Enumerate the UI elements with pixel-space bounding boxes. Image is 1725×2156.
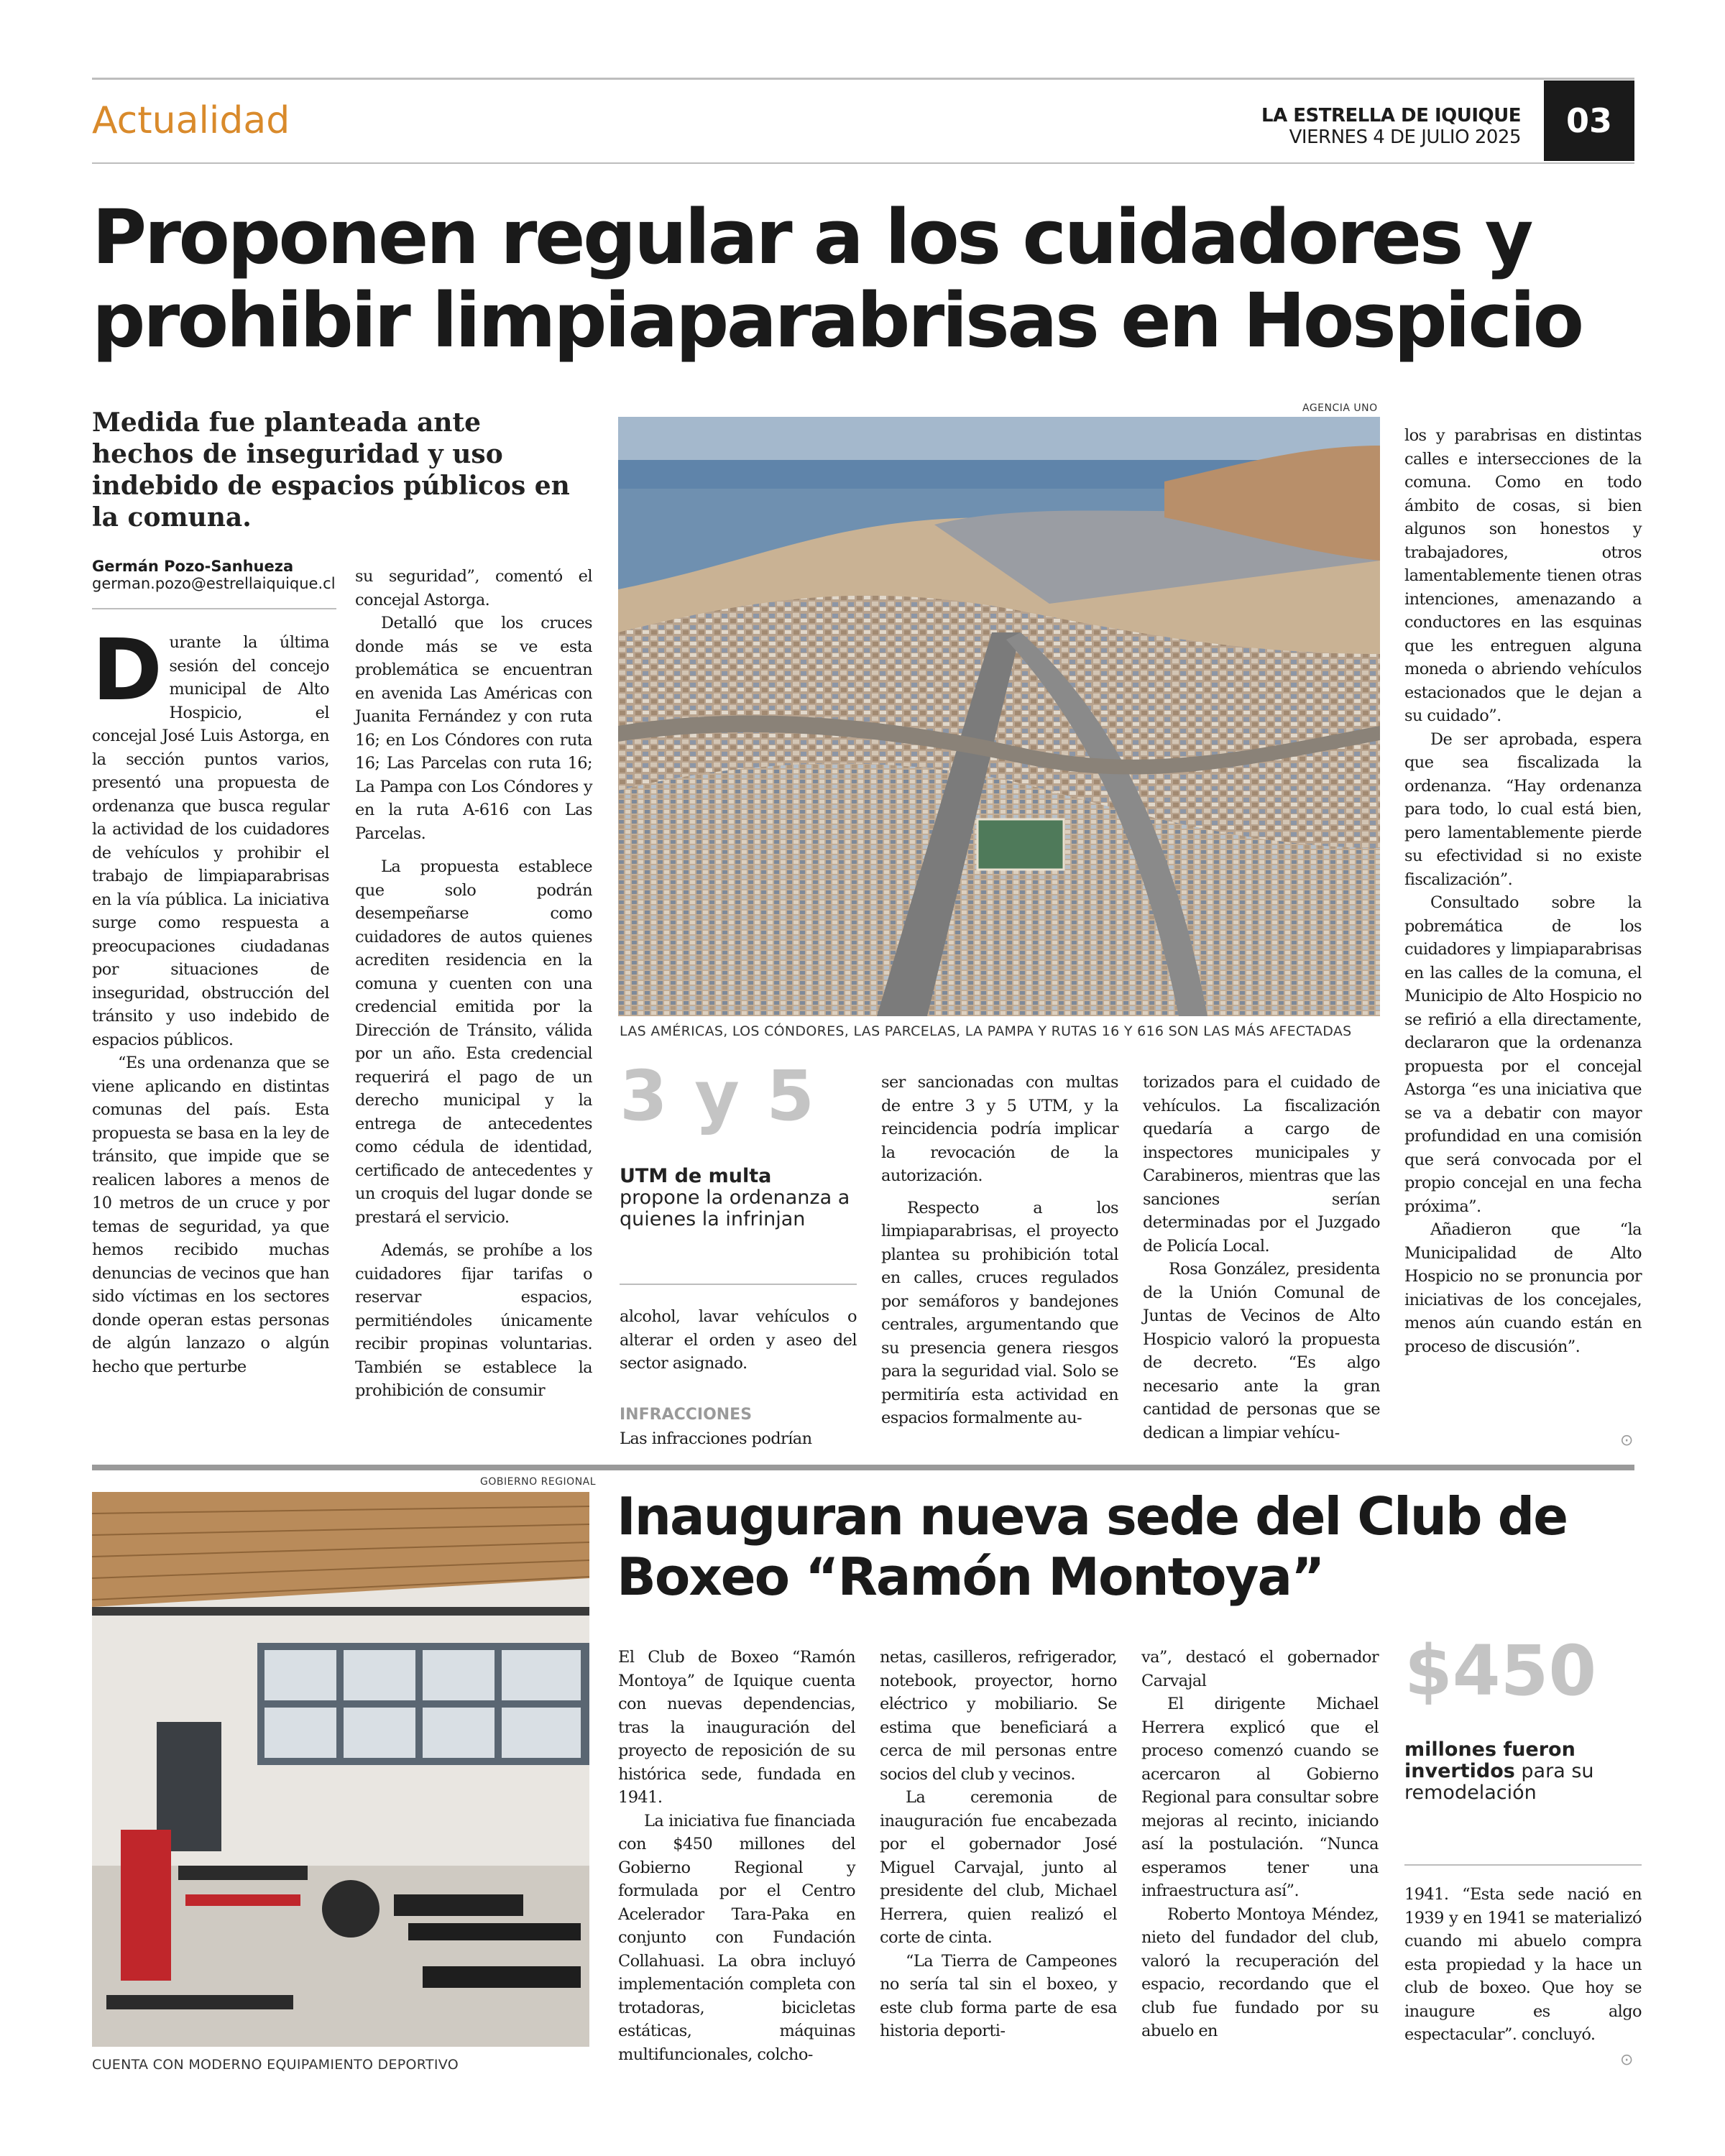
header-rule — [92, 162, 1634, 164]
article1-col6 — [1404, 424, 1642, 1358]
body-paragraph: los y parabrisas en distintas calles e intersecciones de la comuna. Como en todo ámbito de cosas, si bien algunos son honestos y trabajadores, otros lamentablemente tienen otras intenciones, amenazando a conductores en las esquinas que les entreguen alguna moneda o abriendo vehículos estacionados que le dejan a su cuidado”. — [1404, 426, 1642, 725]
body-paragraph: “La Tierra de Campeones no sería tal sin el boxeo, y este club forma parte de esa historia deporti- — [880, 1951, 1117, 2040]
section-label: Actualidad — [92, 99, 290, 142]
author-email: german.pozo@estrellaiquique.cl — [92, 575, 336, 592]
article-headline: Inauguran nueva sede del Club de Boxeo “Ramón Montoya” — [617, 1486, 1568, 1607]
masthead — [1261, 105, 1521, 148]
body-paragraph: “Es una ordenanza que se viene aplicando en distintas comunas del país. Esta propuesta se basa en la ley de tránsito, que impide que se realicen labores a menos de 10 metros de un cruce y por temas de seguridad, ya que hemos recibido muchas denuncias de vecinos que han sido víctimas en los sectores donde operan estas personas de algún lanzazo o algún hecho que perturbe — [92, 1054, 329, 1376]
top-rule — [92, 78, 1634, 80]
body-paragraph: Roberto Montoya Méndez, nieto del fundador del club, valoró la recuperación del espacio, recordando que el club fue fundado por su abuelo en — [1141, 1904, 1379, 2040]
body-paragraph: La ceremonia de inauguración fue encabezada por el gobernador José Miguel Carvajal, junto al presidente del club, Michael Herrera, quien realizó el corte de cinta. — [880, 1788, 1117, 1947]
fact-rule — [620, 1284, 857, 1285]
end-mark-icon: ⊙ — [1620, 1432, 1634, 1450]
article2-col3 — [1141, 1646, 1379, 2043]
article1-col1 — [92, 620, 329, 1378]
article2-col4 — [1404, 1883, 1642, 2047]
newspaper-name: LA ESTRELLA DE IQUIQUE — [1261, 105, 1521, 126]
article1-col5 — [1143, 1071, 1380, 1445]
aerial-city-photo — [618, 417, 1380, 1016]
article1-col3-cont — [620, 1427, 857, 1451]
body-paragraph: Las infracciones podrían — [620, 1429, 812, 1448]
end-mark-icon: ⊙ — [1620, 2051, 1634, 2069]
fact-number: $450 — [1404, 1631, 1597, 1711]
body-paragraph: su seguridad”, comentó el concejal Astorga. — [355, 567, 592, 609]
body-paragraph: alcohol, lavar vehículos o alterar el orden y aseo del sector asignado. — [620, 1307, 857, 1373]
article2-col1 — [618, 1646, 855, 2066]
body-paragraph: El dirigente Michael Herrera explicó que el proceso comenzó cuando se acercaron al Gobierno Regional para consultar sobre mejoras al recinto, iniciando así la postulación. “Nunca esperamos tener una infraestructura así”. — [1141, 1695, 1379, 1900]
photo-caption: LAS AMÉRICAS, LOS CÓNDORES, LAS PARCELAS, LA PAMPA Y RUTAS 16 Y 616 SON LAS MÁS AFECTADAS — [620, 1023, 1352, 1039]
drop-cap: D — [92, 620, 162, 719]
photo-credit: GOBIERNO REGIONAL — [480, 1476, 597, 1488]
article2-col2 — [880, 1646, 1117, 2043]
body-paragraph: El Club de Boxeo “Ramón Montoya” de Iquique cuenta con nuevas dependencias, tras la inauguración del proyecto de reposición de su histórica sede, fundada en 1941. — [618, 1648, 855, 1807]
issue-date: VIERNES 4 DE JULIO 2025 — [1289, 126, 1521, 148]
body-paragraph: Además, se prohíbe a los cuidadores fijar tarifas o reservar espacios, permitiéndoles únicamente recibir propinas voluntarias. También se establece la prohibición de consumir — [355, 1241, 592, 1400]
body-paragraph: Rosa González, presidenta de la Unión Comunal de Juntas de Vecinos de Alto Hospicio valoró la propuesta de decreto. “Es algo necesario ante la gran cantidad de personas que se dedican a limpiar vehícu- — [1143, 1260, 1380, 1442]
body-paragraph: La iniciativa fue financiada con $450 millones del Gobierno Regional y formulada por el Centro Acelerador Tara-Paka en conjunto con Fundación Collahuasi. La obra incluyó implementación completa con trotadoras, bicicletas estáticas, máquinas multifuncionales, colcho- — [618, 1811, 855, 2064]
byline — [92, 558, 336, 592]
body-paragraph: va”, destacó el gobernador Carvajal — [1141, 1648, 1379, 1690]
body-paragraph: ser sancionadas con multas de entre 3 y 5 UTM, y la reincidencia podría implicar la revocación de la autorización. — [881, 1073, 1118, 1185]
article1-col2 — [355, 565, 592, 1403]
article1-col3 — [620, 1305, 857, 1376]
body-paragraph: De ser aprobada, espera que sea fiscalizada la ordenanza. “Hay ordenanza para todo, lo cual está bien, pero lamentablemente pierde su efectividad si no existe fiscalización”. — [1404, 729, 1642, 889]
body-paragraph: 1941. “Esta sede nació en 1939 y en 1941 se materializó cuando mi abuelo compra esta propiedad y la hace un club de boxeo. Que hoy se inaugure es algo espectacular”. concluyó. — [1404, 1885, 1642, 2044]
aerial-city-image — [618, 417, 1380, 1016]
photo-caption: CUENTA CON MODERNO EQUIPAMIENTO DEPORTIVO — [92, 2057, 459, 2073]
article1-col4 — [881, 1071, 1118, 1430]
byline-rule — [92, 608, 336, 609]
author-name: Germán Pozo-Sanhueza — [92, 558, 294, 575]
gym-interior-image — [92, 1492, 589, 2047]
body-paragraph: torizados para el cuidado de vehículos. La fiscalización quedaría a cargo de inspectores municipales y Carabineros, mientras que las sanciones serían determinadas por el Juzgado de Policía Local. — [1143, 1073, 1380, 1256]
body-paragraph: netas, casilleros, refrigerador, notebook, proyector, horno eléctrico y mobiliario. Se estima que beneficiará a cerca de mil personas entre socios del club y vecinos. — [880, 1648, 1117, 1784]
page-number: 03 — [1544, 80, 1634, 161]
body-paragraph: Detalló que los cruces donde más se ve esta problemática se encuentran en avenida Las Américas con Juanita Fernández y con ruta 16; en Los Cóndores con ruta 16; Las Parcelas con ruta 16; La Pampa con Los Cóndores y en la ruta A-616 con Las Parcelas. — [355, 614, 592, 843]
fact-label: UTM de multa propone la ordenanza a quienes la infrinjan — [620, 1165, 850, 1230]
body-paragraph: La propuesta establece que solo podrán desempeñarse como cuidadores de autos quienes acrediten residencia en la comuna y cuenten con una credencial emitida por la Dirección de Tránsito, válida por un año. Esta credencial requerirá el pago de un derecho municipal y la entrega de antecedentes como cédula de identidad, certificado de antecedentes y un croquis del lugar donde se prestará el servicio. — [355, 857, 592, 1227]
photo-credit: AGENCIA UNO — [1302, 402, 1378, 414]
article-divider — [92, 1465, 1634, 1470]
fact-rule — [1404, 1864, 1642, 1866]
body-paragraph: Añadieron que “la Municipalidad de Alto Hospicio no se pronuncia por iniciativas de los concejales, menos aún cuando están en proceso de discusión”. — [1404, 1220, 1642, 1356]
gym-photo — [92, 1492, 589, 2047]
body-paragraph: Consultado sobre la pobremática de los cuidadores y limpiaparabrisas en las calles de la comuna, el Municipio de Alto Hospicio no se refirió a ella directamente, declararon que la ordenanza propuesta por el concejal Astorga “es una iniciativa que se va a debatir con mayor profundidad en una comisión que será convocada por el propio concejal en una fecha próxima”. — [1404, 893, 1642, 1216]
body-paragraph: Respecto a los limpiaparabrisas, el proyecto plantea su prohibición total en calles, cruces regulados por semáforos y bandejones centrales, argumentando que su presencia genera riesgos para la seguridad vial. Solo se permitiría esta actividad en espacios formalmente au- — [881, 1198, 1118, 1427]
body-paragraph: Durante la última sesión del concejo municipal de Alto Hospicio, el concejal José Luis Astorga, en la sección puntos varios, presentó una propuesta de ordenanza que busca regular la actividad de los cuidadores de vehículos y prohibir el trabajo de limpiaparabrisas en la vía pública. La iniciativa surge como respuesta a preocupaciones ciudadanas por situaciones de inseguridad, obstrucción del tránsito y uso indebido de espacios públicos. — [92, 620, 329, 1049]
subsection-title: INFRACCIONES — [620, 1406, 753, 1424]
fact-number: 3 y 5 — [620, 1056, 816, 1136]
fact-label: millones fueron invertidos para su remodelación — [1404, 1738, 1594, 1804]
article-subhead: Medida fue planteada ante hechos de inseguridad y uso indebido de espacios públicos en la comuna. — [92, 407, 570, 533]
article-headline: Proponen regular a los cuidadores y prohibir limpiaparabrisas en Hospicio — [92, 193, 1582, 364]
